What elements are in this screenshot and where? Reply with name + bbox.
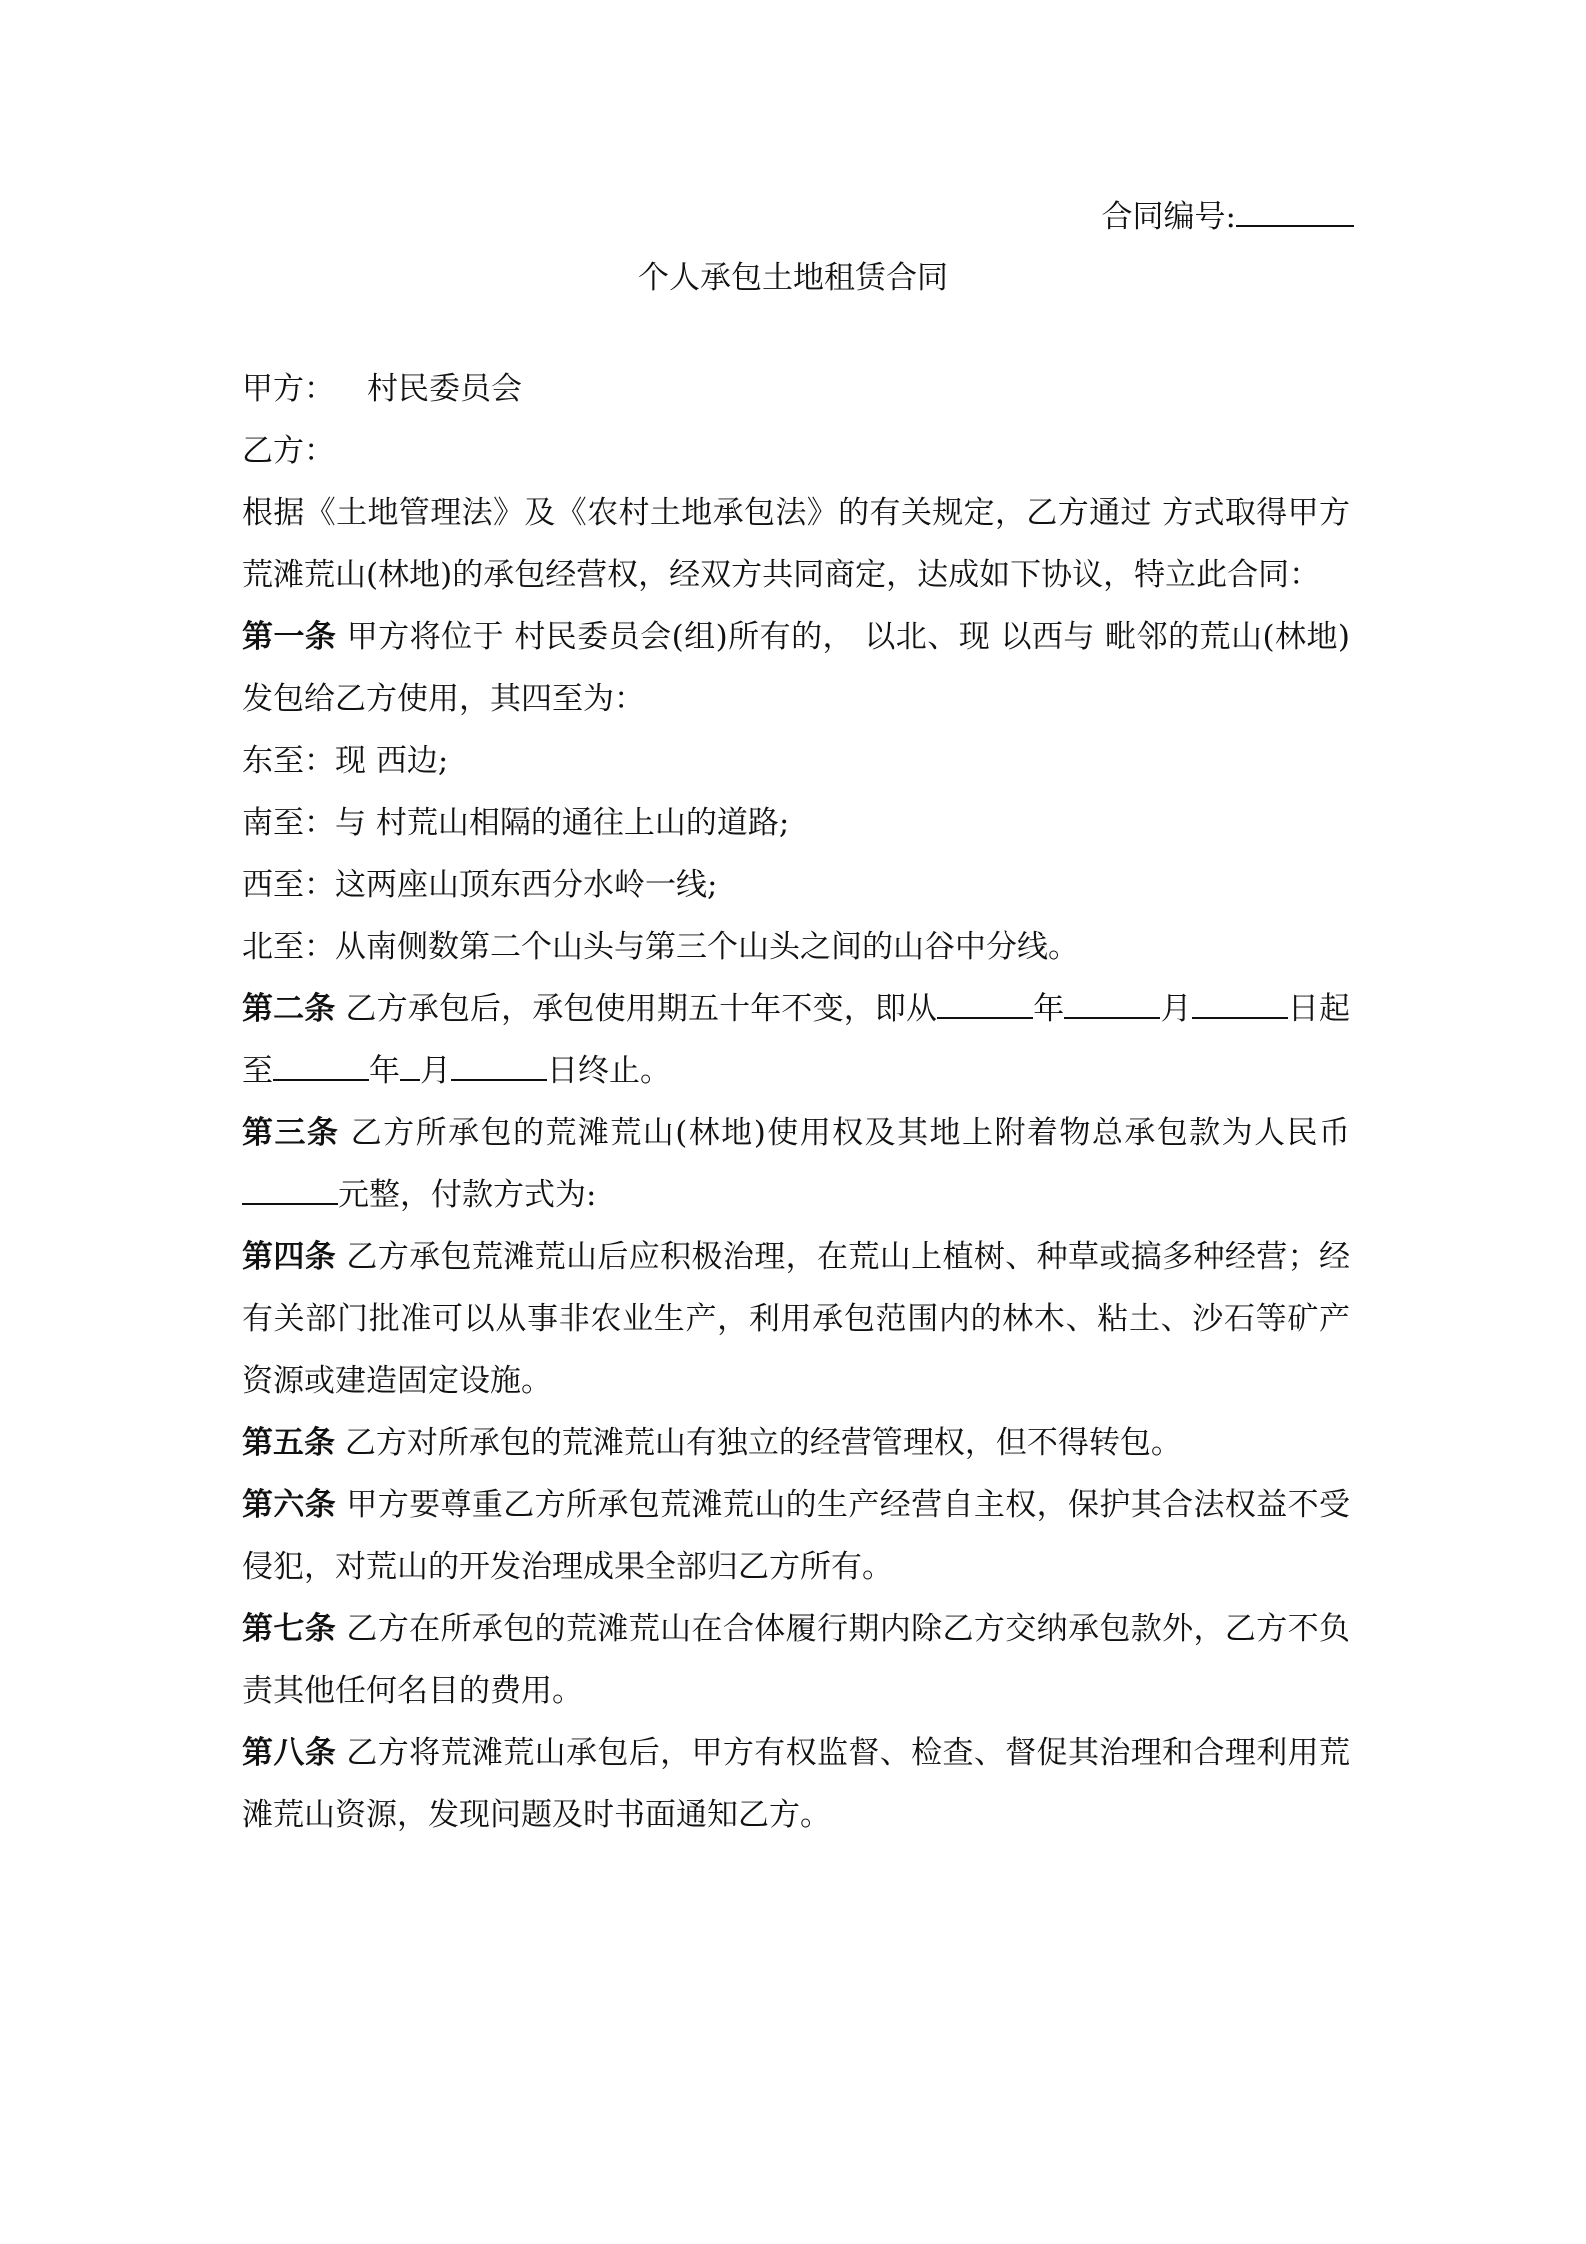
article-2-heading: 第二条 <box>242 991 336 1027</box>
article-6 <box>242 1474 1350 1598</box>
contract-number-blank <box>1236 195 1354 227</box>
contract-number-label: 合同编号: <box>1101 199 1236 235</box>
start-day-blank <box>1192 987 1288 1019</box>
preamble: 根据《土地管理法》及《农村土地承包法》的有关规定，乙方通过 方式取得甲方荒滩荒山(林地)的承包经营权，经双方共同商定，达成如下协议，特立此合同： <box>242 495 1350 593</box>
article-4 <box>242 1226 1350 1412</box>
start-month-blank <box>1064 987 1160 1019</box>
start-day-label: 日 <box>1287 991 1320 1027</box>
party-b-label: 乙方： <box>242 433 335 469</box>
party-a-line <box>242 358 1350 420</box>
article-6-text: 甲方要尊重乙方所承包荒滩荒山的生产经营自主权，保护其合法权益不受侵犯，对荒山的开发治理成果全部归乙方所有。 <box>242 1487 1351 1585</box>
end-month-label: 月 <box>420 1053 451 1089</box>
party-a-value: 村民委员会 <box>367 371 522 407</box>
article-3-part2: 元整，付款方式为: <box>338 1177 597 1213</box>
article-5-text: 乙方对所承包的荒滩荒山有独立的经营管理权，但不得转包。 <box>344 1425 1182 1461</box>
boundary-north: 北至：从南侧数第二个山头与第三个山头之间的山谷中分线。 <box>242 929 1079 965</box>
article-8 <box>242 1722 1350 1846</box>
article-8-text: 乙方将荒滩荒山承包后，甲方有权监督、检查、督促其治理和合理利用荒滩荒山资源，发现问题及时书面通知乙方。 <box>242 1735 1351 1833</box>
end-month-blank <box>400 1049 420 1081</box>
article-1-text: 甲方将位于 村民委员会(组)所有的， 以北、现 以西与 毗邻的荒山(林地)发包给乙方使用，其四至为： <box>242 619 1351 717</box>
article-8-heading: 第八条 <box>242 1735 337 1771</box>
end-year-blank <box>273 1049 369 1081</box>
boundary-west: 西至：这两座山顶东西分水岭一线; <box>242 867 718 903</box>
article-2-part1: 乙方承包后，承包使用期五十年不变，即从 <box>345 991 938 1027</box>
party-b-line <box>242 420 1350 482</box>
boundary-east: 东至：现 西边; <box>242 743 449 779</box>
party-a-label: 甲方： <box>242 371 335 407</box>
end-year-label: 年 <box>369 1053 400 1089</box>
article-3 <box>242 1102 1350 1226</box>
article-6-heading: 第六条 <box>242 1487 337 1523</box>
start-month-label: 月 <box>1160 991 1192 1027</box>
start-year-blank <box>937 987 1033 1019</box>
document-title: 个人承包土地租赁合同 <box>638 260 948 296</box>
article-1 <box>242 606 1350 730</box>
article-2-end: 日终止。 <box>547 1053 671 1089</box>
article-2-part2: 起至 <box>242 991 1351 1089</box>
article-7-text: 乙方在所承包的荒滩荒山在合体履行期内除乙方交纳承包款外，乙方不负责其他任何名目的费用。 <box>242 1611 1351 1709</box>
amount-blank <box>242 1173 338 1205</box>
article-1-heading: 第一条 <box>242 619 337 655</box>
start-year-label: 年 <box>1033 991 1065 1027</box>
boundary-south: 南至：与 村荒山相隔的通往上山的道路; <box>242 805 790 841</box>
article-3-heading: 第三条 <box>242 1115 340 1151</box>
article-4-text: 乙方承包荒滩荒山后应积极治理，在荒山上植树、种草或搞多种经营；经有关部门批准可以从事非农业生产，利用承包范围内的林木、粘土、沙石等矿产资源或建造固定设施。 <box>242 1239 1351 1399</box>
article-4-heading: 第四条 <box>242 1239 337 1275</box>
article-5 <box>242 1412 1350 1474</box>
article-5-heading: 第五条 <box>242 1425 335 1461</box>
end-day-blank <box>451 1049 547 1081</box>
article-3-part1: 乙方所承包的荒滩荒山(林地)使用权及其地上附着物总承包款为人民币 <box>350 1115 1351 1151</box>
article-2 <box>242 978 1350 1102</box>
article-7-heading: 第七条 <box>242 1611 337 1647</box>
article-7 <box>242 1598 1350 1722</box>
contract-body <box>242 358 1350 1846</box>
contract-number <box>1102 195 1354 237</box>
